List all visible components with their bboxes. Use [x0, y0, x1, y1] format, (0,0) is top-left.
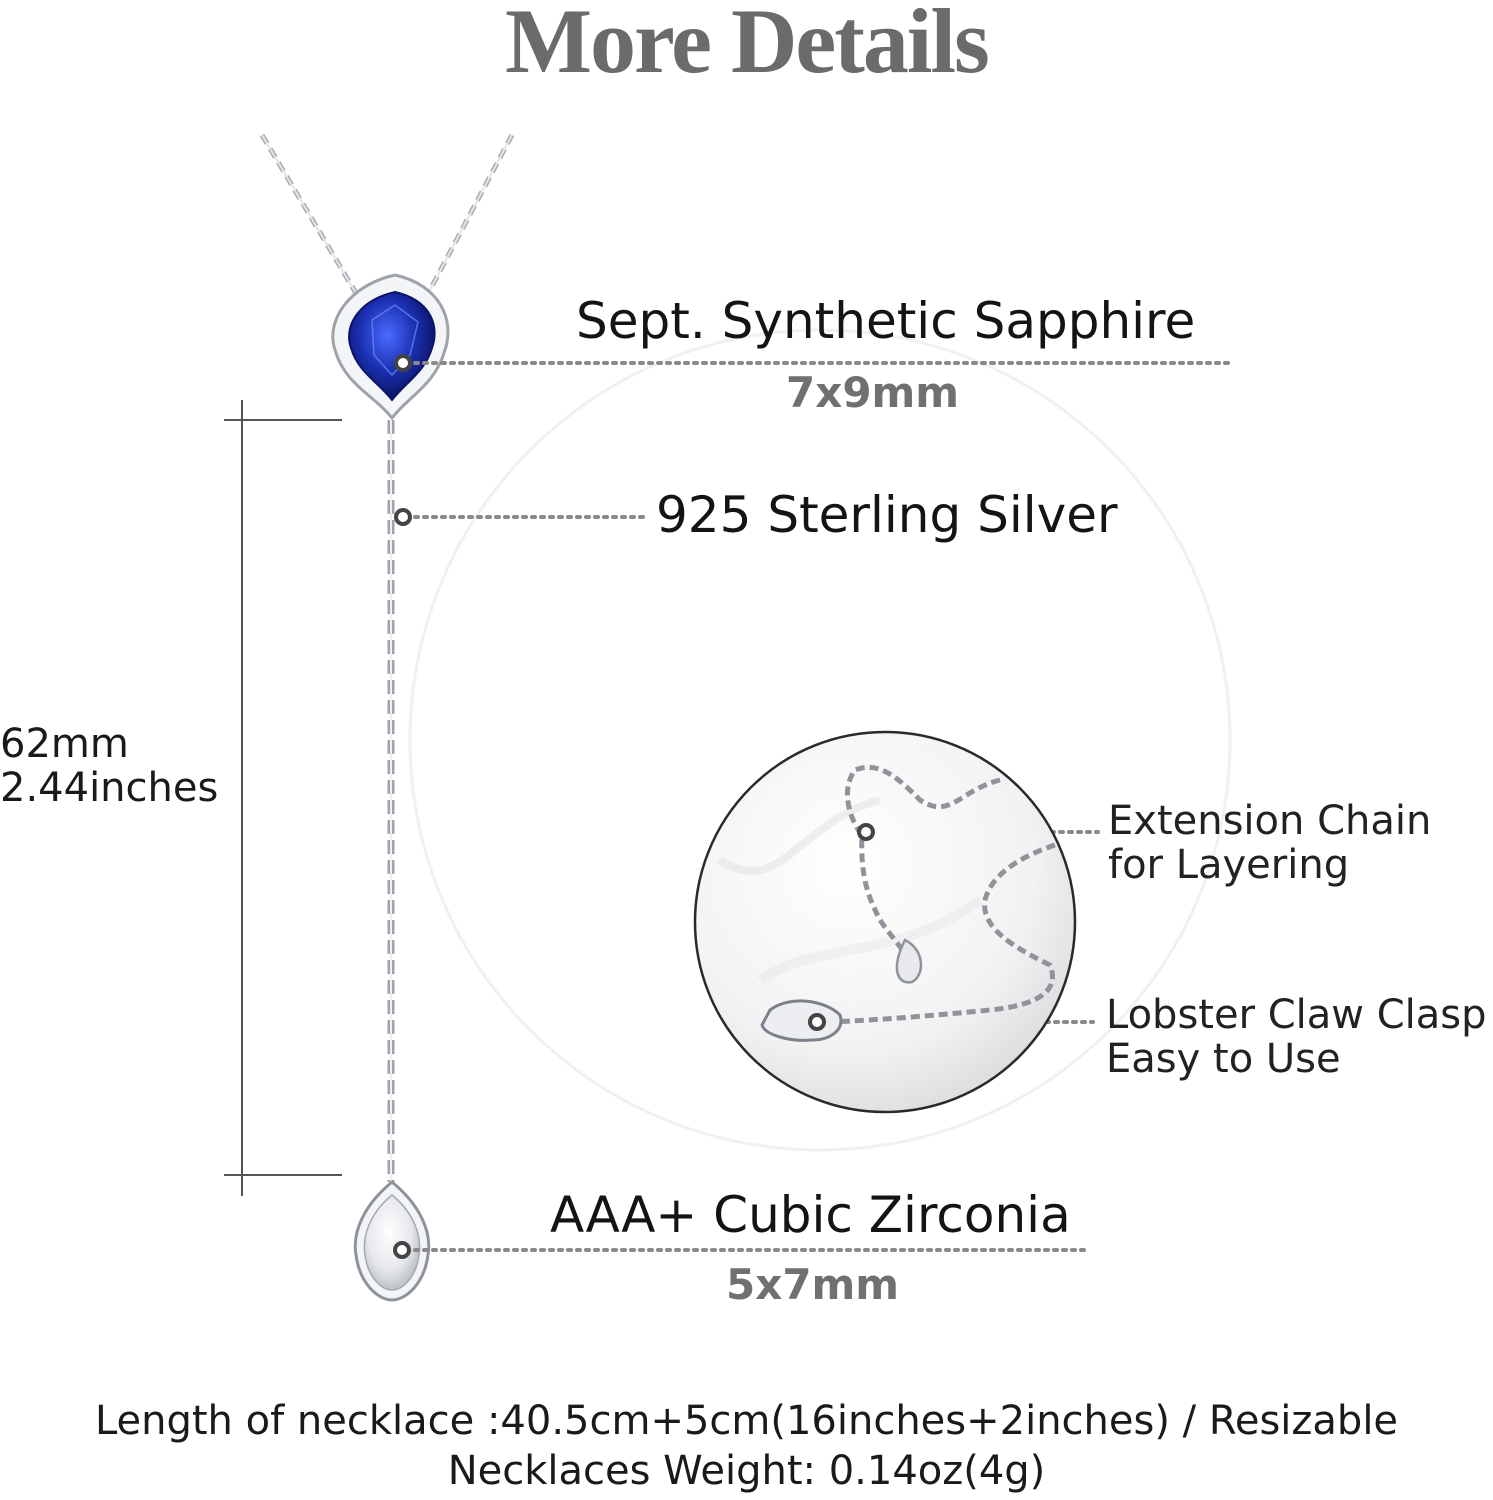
zirconia-label: AAA+ Cubic Zirconia [550, 1186, 1071, 1244]
detail-inset [695, 732, 1075, 1112]
sapphire-dot [396, 356, 410, 370]
drop-length-inches: 2.44inches [0, 765, 219, 811]
extension-dot [859, 825, 873, 839]
clasp-label-line1: Lobster Claw Clasp [1106, 992, 1487, 1038]
zirconia-size: 5x7mm [726, 1260, 900, 1309]
zirconia-dot [395, 1243, 409, 1257]
length-dimension-marker [224, 400, 342, 1196]
footer-length: Length of necklace :40.5cm+5cm(16inches+2inches) / Resizable [94, 1398, 1399, 1444]
clasp-label-line2: Easy to Use [1106, 1036, 1341, 1082]
neck-chain [262, 135, 512, 300]
clasp-dot [810, 1015, 824, 1029]
silver-label: 925 Sterling Silver [656, 486, 1118, 544]
sapphire-size: 7x9mm [786, 368, 960, 417]
drop-length-mm: 62mm [0, 721, 129, 767]
sapphire-pendant [333, 275, 448, 418]
page-title: More Details [505, 0, 988, 92]
footer-weight: Necklaces Weight: 0.14oz(4g) [447, 1448, 1046, 1494]
zirconia-pendant [355, 1182, 429, 1300]
silver-dot [396, 510, 410, 524]
extension-label-line1: Extension Chain [1108, 798, 1432, 844]
extension-label-line2: for Layering [1108, 842, 1350, 888]
sapphire-label: Sept. Synthetic Sapphire [576, 292, 1196, 350]
